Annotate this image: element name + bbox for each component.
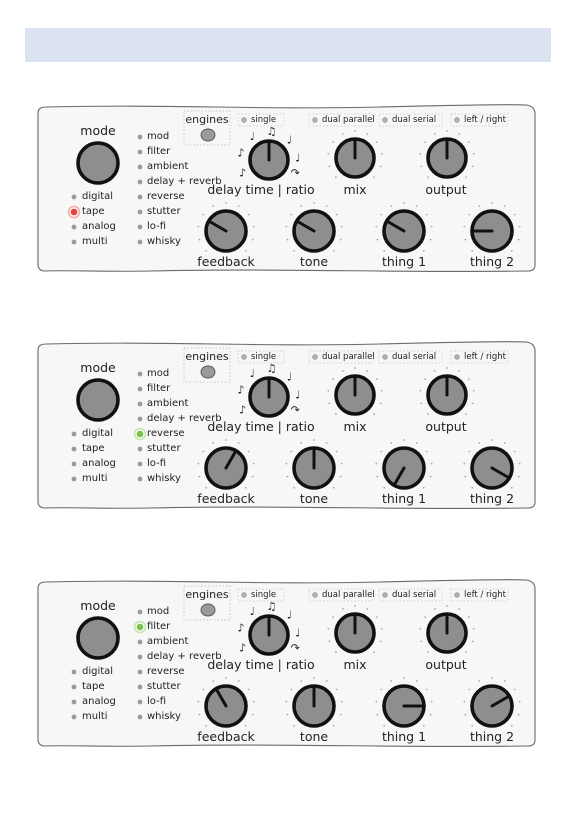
label-thing1: thing 1 — [381, 491, 427, 506]
led-algo-ambient — [138, 165, 143, 170]
mode-knob[interactable] — [78, 380, 118, 420]
note-icon: ♩ — [286, 370, 293, 384]
note-icon: ♪ — [239, 641, 247, 655]
note-icon: ↷ — [290, 641, 300, 655]
led-mode-multi — [72, 715, 77, 720]
algo-option-delay-reverb: delay + reverb — [147, 650, 222, 662]
engine-option-4: left / right — [464, 114, 507, 125]
mode-option-multi: multi — [82, 710, 108, 722]
label-output: output — [425, 419, 467, 434]
algo-option-delay-reverb: delay + reverb — [147, 175, 222, 187]
note-icon: ♪ — [239, 166, 247, 180]
label-thing1: thing 1 — [381, 729, 427, 744]
led-algo-whisky — [138, 477, 143, 482]
led-mode-tape — [72, 447, 77, 452]
led-algo-filter — [137, 624, 144, 631]
led-algo-stutter — [138, 210, 143, 215]
led-mode-digital — [72, 195, 77, 200]
led-mode-tape — [71, 209, 78, 216]
mode-title: mode — [80, 360, 116, 375]
algo-option-stutter: stutter — [147, 205, 181, 217]
algo-option-lo-fi: lo-fi — [147, 457, 166, 469]
mode-title: mode — [80, 598, 116, 613]
led-algo-reverse — [137, 431, 144, 438]
led-algo-mod — [138, 610, 143, 615]
mode-option-analog: analog — [82, 695, 116, 707]
led-mode-tape — [72, 685, 77, 690]
led-algo-reverse — [138, 195, 143, 200]
led-algo-ambient — [138, 402, 143, 407]
led-mode-analog — [72, 700, 77, 705]
led-algo-delay-reverb — [138, 417, 143, 422]
led-mode-analog — [72, 225, 77, 230]
label-thing2: thing 2 — [469, 491, 515, 506]
note-icon: ♪ — [237, 146, 245, 160]
note-icon: ♫ — [266, 362, 277, 376]
note-icon: ♪ — [237, 383, 245, 397]
label-delay: delay time | ratio — [207, 419, 315, 434]
led-engine-1 — [242, 118, 247, 123]
engines-button[interactable] — [201, 129, 215, 141]
algo-option-filter: filter — [147, 145, 171, 157]
led-mode-digital — [72, 670, 77, 675]
label-thing2: thing 2 — [469, 729, 515, 744]
led-algo-stutter — [138, 685, 143, 690]
label-mix: mix — [343, 419, 367, 434]
mode-option-digital: digital — [82, 190, 114, 202]
note-icon: ♩ — [295, 626, 301, 640]
led-algo-delay-reverb — [138, 655, 143, 660]
led-mode-digital — [72, 432, 77, 437]
pedal-panel-1 — [0, 103, 576, 273]
led-mode-analog — [72, 462, 77, 467]
label-delay: delay time | ratio — [207, 182, 315, 197]
label-output: output — [425, 182, 467, 197]
pedal-panel-3 — [0, 578, 576, 748]
note-icon: ♪ — [239, 403, 247, 417]
note-icon: ♩ — [295, 151, 301, 165]
engine-option-2: dual parallel — [322, 351, 375, 362]
algo-option-reverse: reverse — [147, 427, 185, 439]
led-mode-multi — [72, 240, 77, 245]
engines-title: engines — [185, 113, 229, 126]
note-icon: ♪ — [237, 621, 245, 635]
label-mix: mix — [343, 182, 367, 197]
led-algo-lo-fi — [138, 225, 143, 230]
algo-option-mod: mod — [147, 605, 170, 617]
led-engine-2 — [313, 355, 318, 360]
engine-option-4: left / right — [464, 589, 507, 600]
note-icon: ♩ — [249, 367, 255, 381]
led-algo-mod — [138, 372, 143, 377]
led-algo-lo-fi — [138, 462, 143, 467]
engine-option-4: left / right — [464, 351, 507, 362]
mode-option-multi: multi — [82, 472, 108, 484]
led-algo-mod — [138, 135, 143, 140]
mode-option-tape: tape — [82, 442, 105, 454]
label-tone: tone — [299, 491, 329, 506]
led-algo-lo-fi — [138, 700, 143, 705]
label-delay: delay time | ratio — [207, 657, 315, 672]
algo-option-whisky: whisky — [147, 235, 181, 247]
algo-option-ambient: ambient — [147, 635, 189, 647]
mode-option-tape: tape — [82, 680, 105, 692]
algo-option-lo-fi: lo-fi — [147, 695, 166, 707]
engines-button[interactable] — [201, 604, 215, 616]
note-icon: ♫ — [266, 600, 277, 614]
led-engine-3 — [383, 593, 388, 598]
mode-option-digital: digital — [82, 665, 114, 677]
algo-option-whisky: whisky — [147, 472, 181, 484]
label-thing1: thing 1 — [381, 254, 427, 269]
algo-option-reverse: reverse — [147, 190, 185, 202]
algo-option-stutter: stutter — [147, 442, 181, 454]
pedal-panel-2 — [0, 340, 576, 510]
mode-option-analog: analog — [82, 220, 116, 232]
mode-option-digital: digital — [82, 427, 114, 439]
algo-option-reverse: reverse — [147, 665, 185, 677]
engine-option-3: dual serial — [392, 589, 437, 600]
label-feedback: feedback — [197, 729, 255, 744]
led-algo-stutter — [138, 447, 143, 452]
algo-option-whisky: whisky — [147, 710, 181, 722]
note-icon: ♩ — [286, 608, 293, 622]
led-engine-3 — [383, 118, 388, 123]
note-icon: ♩ — [249, 605, 255, 619]
led-engine-1 — [242, 593, 247, 598]
led-algo-filter — [138, 150, 143, 155]
algo-option-filter: filter — [147, 620, 171, 632]
led-algo-ambient — [138, 640, 143, 645]
label-tone: tone — [299, 729, 329, 744]
led-engine-2 — [313, 118, 318, 123]
mode-title: mode — [80, 123, 116, 138]
algo-option-stutter: stutter — [147, 680, 181, 692]
label-feedback: feedback — [197, 491, 255, 506]
note-icon: ♩ — [286, 133, 293, 147]
note-icon: ↷ — [290, 403, 300, 417]
engine-option-3: dual serial — [392, 351, 437, 362]
led-engine-4 — [455, 593, 460, 598]
engines-title: engines — [185, 588, 229, 601]
led-engine-1 — [242, 355, 247, 360]
algo-option-mod: mod — [147, 130, 170, 142]
mode-option-analog: analog — [82, 457, 116, 469]
mode-option-tape: tape — [82, 205, 105, 217]
engine-option-1: single — [251, 114, 277, 125]
led-algo-filter — [138, 387, 143, 392]
mode-option-multi: multi — [82, 235, 108, 247]
note-icon: ♩ — [249, 130, 255, 144]
mode-knob[interactable] — [78, 143, 118, 183]
label-tone: tone — [299, 254, 329, 269]
note-icon: ↷ — [290, 166, 300, 180]
led-algo-whisky — [138, 240, 143, 245]
led-engine-4 — [455, 355, 460, 360]
engine-option-2: dual parallel — [322, 114, 375, 125]
led-algo-whisky — [138, 715, 143, 720]
note-icon: ♫ — [266, 125, 277, 139]
algo-option-ambient: ambient — [147, 160, 189, 172]
header-bar — [25, 28, 551, 62]
engine-option-1: single — [251, 351, 277, 362]
algo-option-lo-fi: lo-fi — [147, 220, 166, 232]
led-engine-2 — [313, 593, 318, 598]
led-algo-delay-reverb — [138, 180, 143, 185]
led-engine-4 — [455, 118, 460, 123]
engine-option-3: dual serial — [392, 114, 437, 125]
label-feedback: feedback — [197, 254, 255, 269]
label-mix: mix — [343, 657, 367, 672]
label-thing2: thing 2 — [469, 254, 515, 269]
algo-option-mod: mod — [147, 367, 170, 379]
engines-title: engines — [185, 350, 229, 363]
engines-button[interactable] — [201, 366, 215, 378]
engine-option-1: single — [251, 589, 277, 600]
algo-option-ambient: ambient — [147, 397, 189, 409]
mode-knob[interactable] — [78, 618, 118, 658]
algo-option-filter: filter — [147, 382, 171, 394]
engine-option-2: dual parallel — [322, 589, 375, 600]
led-algo-reverse — [138, 670, 143, 675]
led-engine-3 — [383, 355, 388, 360]
label-output: output — [425, 657, 467, 672]
algo-option-delay-reverb: delay + reverb — [147, 412, 222, 424]
led-mode-multi — [72, 477, 77, 482]
note-icon: ♩ — [295, 388, 301, 402]
